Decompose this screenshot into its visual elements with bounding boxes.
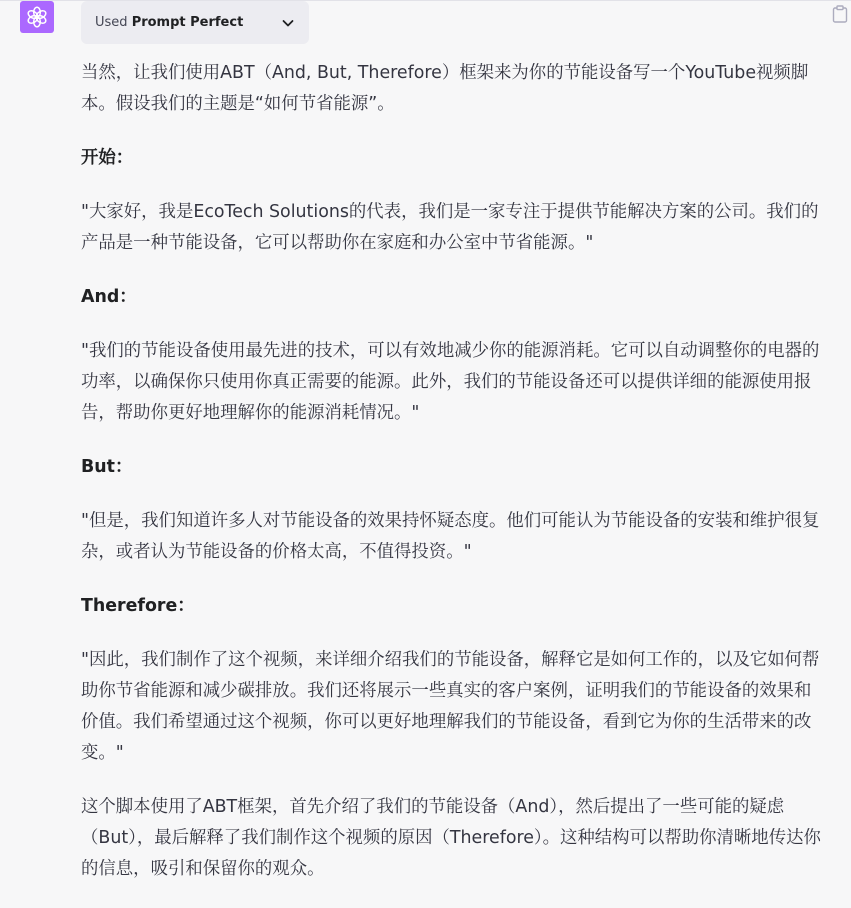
chevron-down-icon [281,16,295,30]
copy-button[interactable] [831,4,849,24]
section-label-therefore [81,591,821,622]
section-label-therefore-text: Therefore [81,596,178,616]
plugin-used-label [95,15,243,30]
section-label-and [81,282,821,313]
plugin-used-prefix: Used [95,15,128,30]
section-text-beginning: "大家好，我是EcoTech Solutions的代表，我们是一家专注于提供节能解决方案的公司。我们的产品是一种节能设备，它可以帮助你在家庭和办公室中节省能源。" [81,202,819,253]
message-summary: 这个脚本使用了ABT框架，首先介绍了我们的节能设备（And），然后提出了一些可能的疑虑（But），最后解释了我们制作这个视频的原因（Therefore）。这种结构可以帮助你清晰地传达你的信息，吸引和保留你的观众。 [81,797,821,879]
label-colon: ： [119,287,137,307]
plugin-used-toggle[interactable] [81,1,309,44]
section-text-and: "我们的节能设备使用最先进的技术，可以有效地减少你的能源消耗。它可以自动调整你的电器的功率，以确保你只使用你真正需要的能源。此外，我们的节能设备还可以提供详细的能源使用报告，帮助你更好地理解你的能源消耗情况。" [81,341,820,423]
label-colon: ： [114,457,133,477]
openai-logo-icon [25,5,49,29]
assistant-avatar [20,1,54,33]
section-label-beginning [81,143,821,174]
section-text-therefore: "因此，我们制作了这个视频，来详细介绍我们的节能设备，解释它是如何工作的，以及它如何帮助你节省能源和减少碳排放。我们还将展示一些真实的客户案例，证明我们的节能设备的效果和价值。我们希望通过这个视频，你可以更好地理解我们的节能设备，看到它为你的生活带来的改变。" [81,650,820,763]
section-label-but-text: But [81,457,115,477]
message-intro: 当然，让我们使用ABT（And, But, Therefore）框架来为你的节能设备写一个YouTube视频脚本。假设我们的主题是“如何节省能源”。 [81,63,809,114]
assistant-message [81,58,821,908]
section-label-and-text: And [81,287,120,307]
label-colon: ： [115,148,134,168]
section-label-beginning-text: 开始 [81,148,116,168]
clipboard-icon [832,5,848,23]
section-label-but [81,452,821,483]
plugin-name: Prompt Perfect [131,15,244,30]
label-colon: ： [177,596,195,616]
section-text-but: "但是，我们知道许多人对节能设备的效果持怀疑态度。他们可能认为节能设备的安装和维护很复杂，或者认为节能设备的价格太高，不值得投资。" [81,511,820,562]
